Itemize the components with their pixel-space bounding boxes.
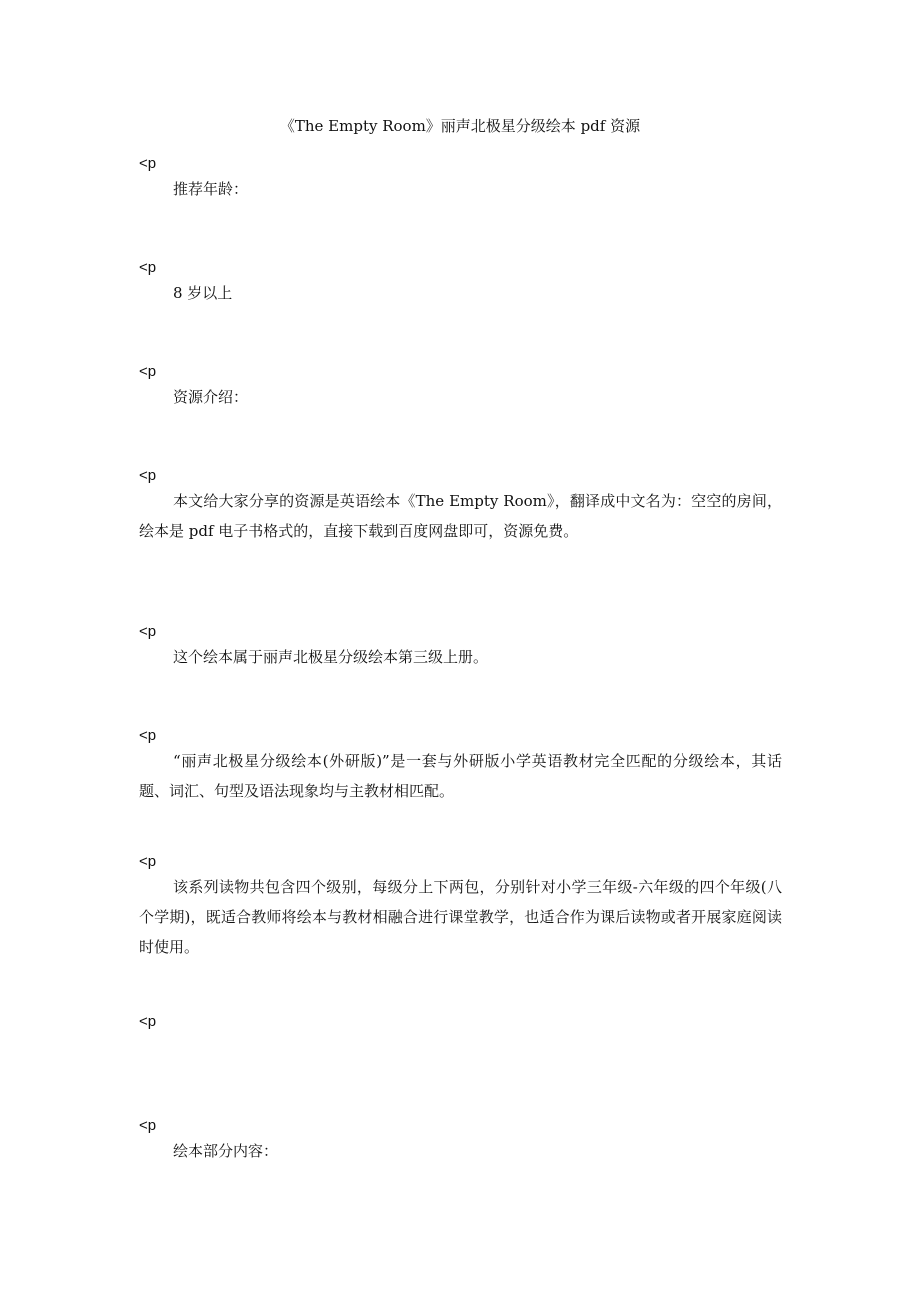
paragraph-series-description: “丽声北极星分级绘本(外研版)”是一套与外研版小学英语教材完全匹配的分级绘本，其话题、词汇、句型及语法现象均与主教材相匹配。	[139, 752, 782, 800]
paragraph-tag: <p	[139, 853, 157, 870]
paragraph-tag: <p	[139, 1013, 157, 1030]
paragraph-tag: <p	[139, 727, 157, 744]
paragraph-tag: <p	[139, 259, 157, 276]
paragraph-tag: <p	[139, 1117, 157, 1134]
paragraph-recommended-age-value: 8 岁以上	[173, 284, 233, 302]
paragraph-resource-intro-label: 资源介绍：	[173, 388, 249, 406]
paragraph-tag: <p	[139, 623, 157, 640]
paragraph-series-level: 这个绘本属于丽声北极星分级绘本第三级上册。	[173, 648, 489, 666]
paragraph-resource-description: 本文给大家分享的资源是英语绘本《The Empty Room》，翻译成中文名为：空空的房间，绘本是 pdf 电子书格式的，直接下载到百度网盘即可，资源免费。	[139, 492, 782, 540]
paragraph-partial-content-label: 绘本部分内容：	[173, 1142, 279, 1160]
paragraph-series-levels: 该系列读物共包含四个级别，每级分上下两包，分别针对小学三年级-六年级的四个年级(八个学期)，既适合教师将绘本与教材相融合进行课堂教学，也适合作为课后读物或者开展家庭阅读时使用。	[139, 878, 782, 956]
paragraph-recommended-age-label: 推荐年龄：	[173, 180, 249, 198]
paragraph-tag: <p	[139, 155, 157, 172]
paragraph-tag: <p	[139, 467, 157, 484]
paragraph-tag: <p	[139, 363, 157, 380]
document-title: 《The Empty Room》丽声北极星分级绘本 pdf 资源	[279, 117, 641, 135]
